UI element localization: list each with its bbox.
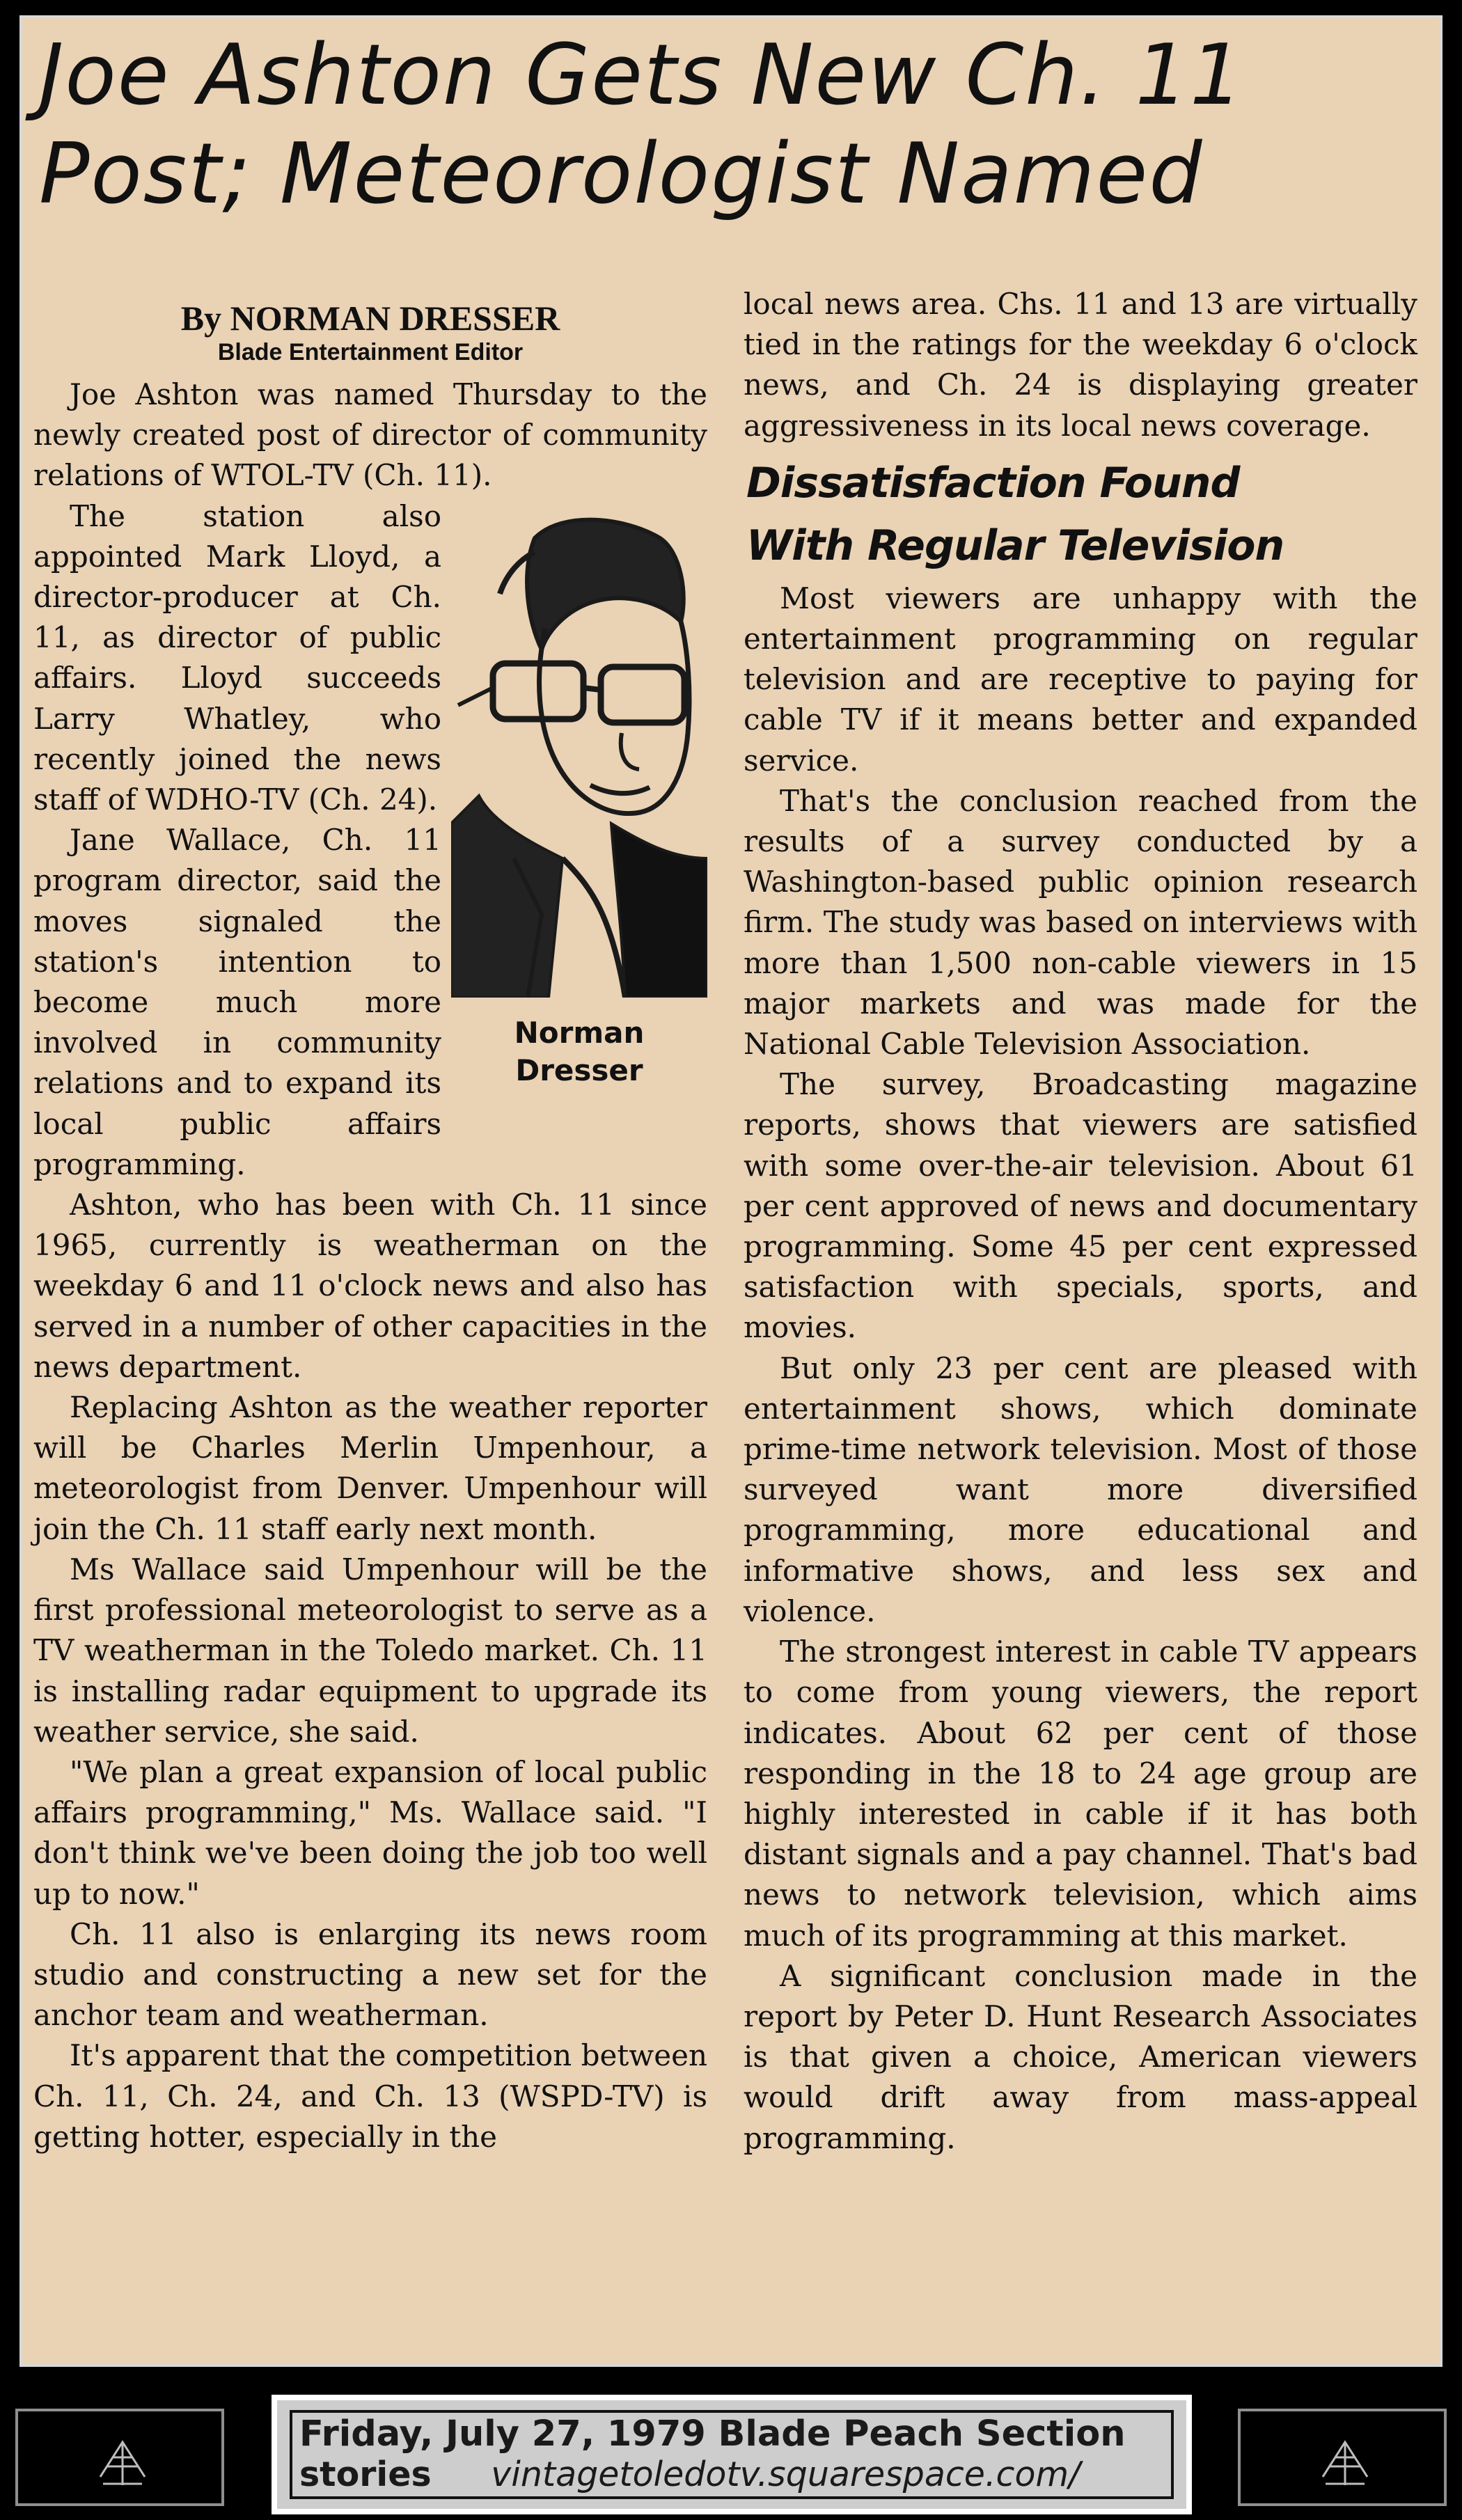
paragraph: "We plan a great expansion of local public affairs programming," Ms. Wallace said. "I don't think we've been doing the job too well up to now.": [33, 1754, 707, 1911]
article-column-left: [33, 284, 707, 2352]
newspaper-clipping: [19, 15, 1443, 2367]
tv-antenna-logo-icon: [1317, 2428, 1373, 2491]
paragraph: The strongest interest in cable TV appears to come from young viewers, the report indicates. About 62 per cent of those responding in the 18 to 24 age group are highly interested in cable if it has both distant signals and a pay channel. That's bad news to network television, which aims much of its programming at this market.: [744, 1635, 1417, 1953]
paragraph: A significant conclusion made in the report by Peter D. Hunt Research Associates is that given a choice, American viewers would drift away from mass-appeal programming.: [744, 1958, 1417, 2155]
caption-box: [272, 2395, 1192, 2514]
paragraph: It's apparent that the competition between Ch. 11, Ch. 24, and Ch. 13 (WSPD-TV) is getting hotter, especially in the: [33, 2038, 707, 2154]
footer-date-line: Friday, July 27, 1979 Blade Peach Section: [299, 2413, 1126, 2455]
subheadline-line-1: Dissatisfaction Found: [746, 458, 1240, 507]
byline-title: Blade Entertainment Editor: [217, 339, 524, 365]
paragraph: Joe Ashton was named Thursday to the newly created post of director of community relations of WTOL-TV (Ch. 11).: [33, 377, 707, 493]
paragraph-continued: local news area. Chs. 11 and 13 are virtually tied in the ratings for the weekday 6 o'clock news, and Ch. 24 is displaying greater aggressiveness in its local news coverage.: [744, 287, 1417, 443]
author-photo: [451, 496, 707, 998]
paragraph: The station also appointed Mark Lloyd, a director-producer at Ch. 11, as director of public affairs. Lloyd succeeds Larry Whatley, who recently joined the news staff of WDHO-TV (Ch. 24).: [33, 498, 441, 817]
paragraph: Most viewers are unhappy with the entertainment programming on regular television and are receptive to paying for cable TV if it means better and expanded service.: [744, 581, 1417, 778]
byline-block: [33, 298, 707, 366]
footer-url-link[interactable]: vintagetoledotv.squarespace.com/: [491, 2455, 1080, 2494]
paragraph: But only 23 per cent are pleased with entertainment shows, which dominate prime-time network television. Most of those surveyed want more diversified programming, more educational and informative shows, and less sex and violence.: [744, 1350, 1417, 1628]
paragraph: The survey, Broadcasting magazine reports, shows that viewers are satisfied with some over-the-air television. About 61 per cent approved of news and documentary programming. Some 45 per cent expressed satisfaction with specials, sports, and movies.: [744, 1067, 1417, 1345]
headline: [39, 26, 1424, 224]
logo-left: [15, 2409, 224, 2506]
logo-right: [1238, 2409, 1447, 2506]
footer: [0, 2367, 1462, 2520]
tv-antenna-logo-icon: [95, 2428, 150, 2491]
paragraph: Jane Wallace, Ch. 11 program director, said the moves signaled the station's intention to become much more involved in community relations and to expand its local public affairs programming.: [33, 823, 441, 1181]
author-photo-block: [451, 496, 707, 1130]
footer-source-line: [299, 2455, 1164, 2495]
subheadline-line-2: With Regular Television: [746, 521, 1284, 570]
footer-stories-label: stories: [299, 2455, 432, 2494]
subheadline: [746, 452, 1417, 577]
photo-caption-line-2: Dresser: [515, 1053, 643, 1087]
paragraph: Ch. 11 also is enlarging its news room studio and constructing a new set for the anchor team and weatherman.: [33, 1916, 707, 2033]
headline-line-2: Post; Meteorologist Named: [39, 126, 1204, 223]
byline: By NORMAN DRESSER: [180, 299, 560, 338]
photo-caption-line-1: Norman: [514, 1015, 645, 1050]
photo-caption: [451, 1014, 707, 1089]
paragraph: Ashton, who has been with Ch. 11 since 1965, currently is weatherman on the weekday 6 and 11 o'clock news and also has served in a number of other capacities in the news department.: [33, 1188, 707, 1384]
paragraph: That's the conclusion reached from the results of a survey conducted by a Washington-based public opinion research firm. The study was based on interviews with more than 1,500 non-cable viewers in 15 major markets and was made for the National Cable Television Association.: [744, 783, 1417, 1062]
article-column-right: [744, 284, 1417, 2352]
paragraph: Ms Wallace said Umpenhour will be the first professional meteorologist to serve as a TV weatherman in the Toledo market. Ch. 11 is installing radar equipment to upgrade its weather service, she said.: [33, 1552, 707, 1749]
caption-box-inner: [290, 2410, 1174, 2499]
headline-line-1: Joe Ashton Gets New Ch. 11: [39, 27, 1245, 124]
paragraph: Replacing Ashton as the weather reporter will be Charles Merlin Umpenhour, a meteorologist from Denver. Umpenhour will join the Ch. 11 staff early next month.: [33, 1390, 707, 1546]
